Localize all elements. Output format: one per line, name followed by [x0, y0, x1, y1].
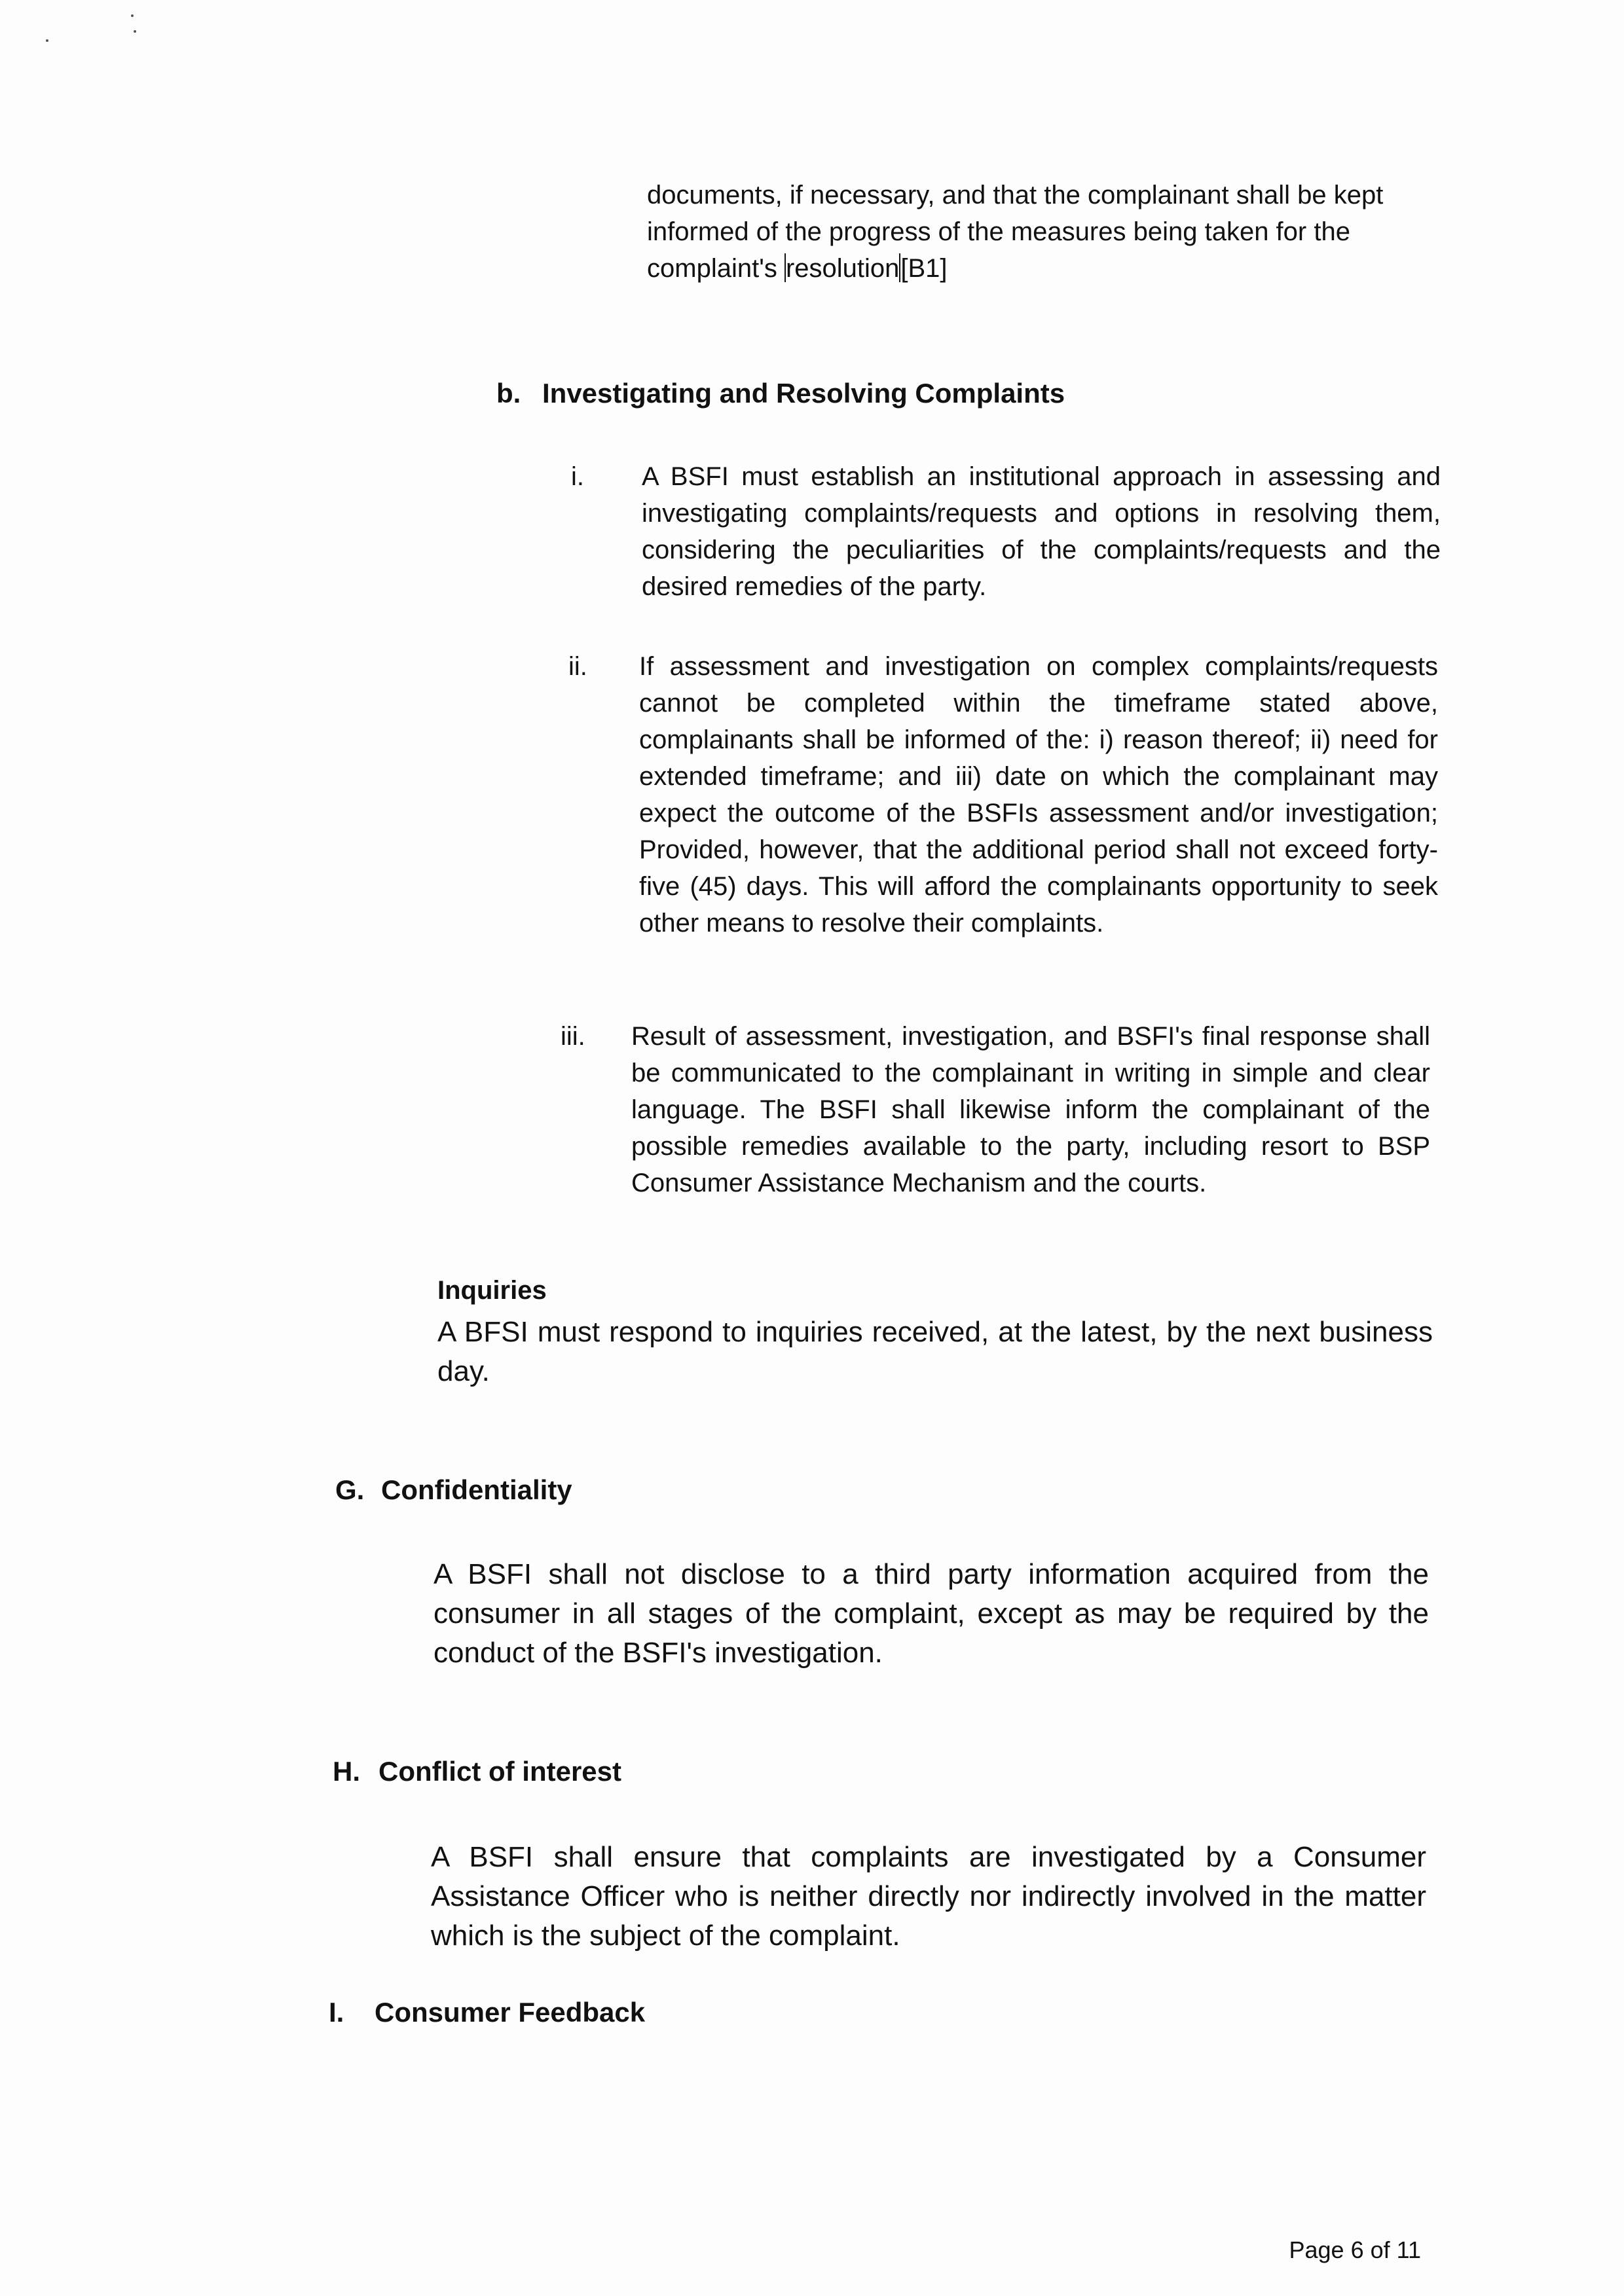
- section-h-title: Conflict of interest: [378, 1756, 622, 1787]
- continuation-line-3-prefix: complaint's: [647, 254, 784, 283]
- inquiries-paragraph: A BFSI must respond to inquiries received, at the latest, by the next business day.: [437, 1316, 1433, 1387]
- section-h-marker: H.: [333, 1756, 360, 1787]
- list-item-number: ii.: [568, 652, 587, 681]
- page-number: Page 6 of 11: [1289, 2236, 1421, 2263]
- section-h-heading: [333, 1753, 621, 1790]
- inquiries-heading: Inquiries: [437, 1276, 547, 1305]
- list-item-number: iii.: [561, 1022, 585, 1051]
- continuation-line-1: documents, if necessary, and that the complainant shall be kept: [647, 181, 1384, 210]
- scan-speck: [46, 39, 48, 42]
- continuation-line-3: [647, 250, 1439, 287]
- list-item: [568, 648, 1439, 975]
- section-g-marker: G.: [335, 1474, 365, 1505]
- section-i-title: Consumer Feedback: [375, 1997, 646, 2028]
- section-b-heading: [496, 375, 1065, 412]
- comment-anchor-word: resolution: [785, 254, 900, 283]
- conflict-of-interest-paragraph: A BSFI shall ensure that complaints are investigated by a Consumer Assistance Officer who is neither directly nor indirectly involved in the matter which is the subject of the complaint.: [431, 1841, 1426, 1952]
- section-g-title: Confidentiality: [381, 1474, 572, 1505]
- section-b-title: Investigating and Resolving Complaints: [542, 378, 1065, 409]
- scan-speck: [134, 30, 136, 33]
- list-item: [571, 458, 1442, 609]
- confidentiality-paragraph: A BSFI shall not disclose to a third party information acquired from the consumer in all stages of the complaint, except as may be required by the conduct of the BSFI's investigation.: [434, 1558, 1429, 1669]
- list-item-text: If assessment and investigation on complex complaints/requests cannot be completed within the timeframe stated above, complainants shall be informed of the: i) reason thereof; ii) need for extended timeframe; and iii) date on which the complainant may expect the outcome of the BSFIs assessment and/or investigation; Provided, however, that the additional period shall not exceed forty-five (45) days. This will afford the complainants opportunity to seek other means to resolve their complaints.: [639, 652, 1438, 938]
- scan-speck: [131, 14, 134, 17]
- list-item-text: A BSFI must establish an institutional approach in assessing and investigating complaints/requests and options in resolving them, considering the peculiarities of the complaints/requests and the desired remedies of the party.: [642, 462, 1441, 601]
- continuation-line-2: informed of the progress of the measures being taken for the: [647, 217, 1350, 246]
- continuation-paragraph: [647, 177, 1439, 287]
- comment-reference: [B1]: [900, 254, 948, 283]
- list-item-text: Result of assessment, investigation, and BSFI's final response shall be communicated to the complainant in writing in simple and clear language. The BSFI shall likewise inform the complainant of the possible remedies available to the party, including resort to BSP Consumer Assistance Mechanism and the courts.: [631, 1022, 1430, 1197]
- section-g-heading: [335, 1472, 572, 1508]
- section-b-marker: b.: [496, 378, 521, 409]
- list-item-number: i.: [571, 462, 584, 491]
- list-item: [561, 1018, 1431, 1241]
- section-i-heading: [329, 1994, 645, 2031]
- section-i-marker: I.: [329, 1997, 344, 2028]
